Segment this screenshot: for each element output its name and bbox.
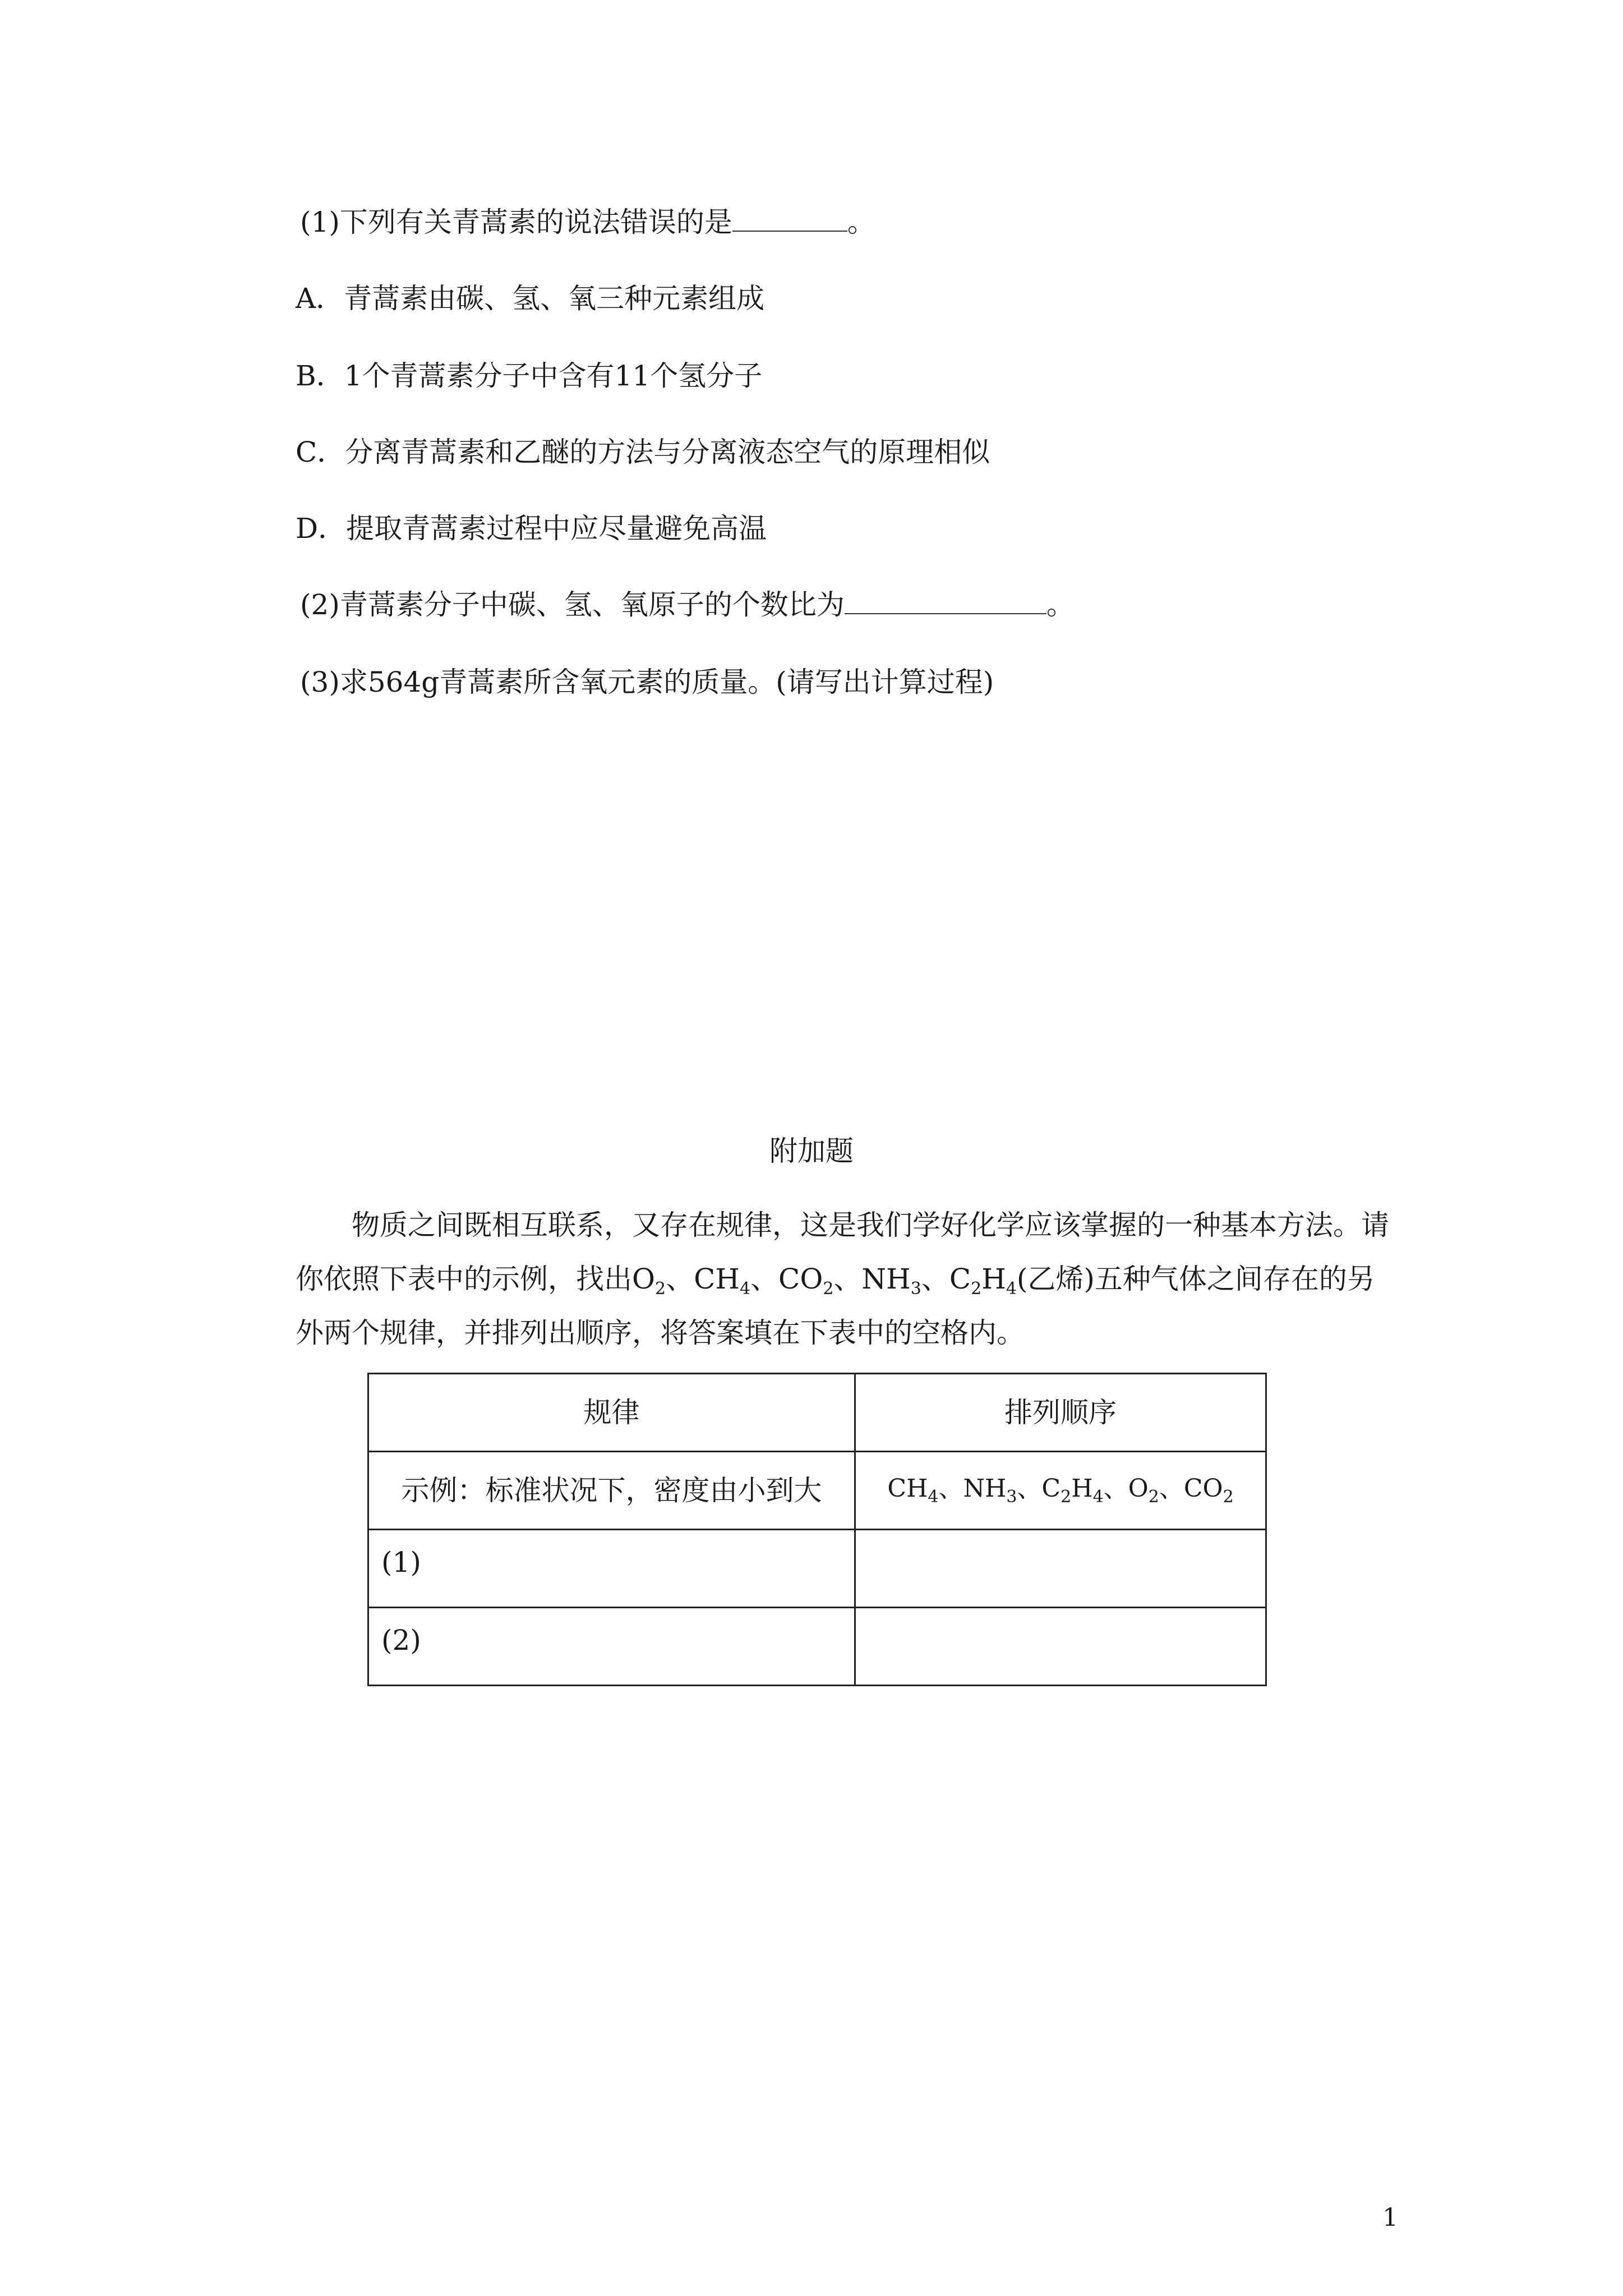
paragraph-text: (乙烯)五种气体之间存在的另外两个规律，并排列出顺序，将答案填在下表中的空格内。 xyxy=(296,1263,1375,1349)
table-row xyxy=(368,1608,1266,1686)
subscript: 3 xyxy=(1006,1487,1017,1507)
subscript: 2 xyxy=(971,1279,982,1299)
paragraph-text: H xyxy=(981,1263,1006,1295)
option-c: C．分离青蒿素和乙醚的方法与分离液态空气的原理相似 xyxy=(296,436,990,468)
question-1-stem xyxy=(300,205,875,239)
row-label-2: (2) xyxy=(381,1624,421,1657)
subscript: 4 xyxy=(1006,1279,1017,1299)
section-title: 附加题 xyxy=(769,1135,854,1167)
subscript: 2 xyxy=(1061,1487,1072,1507)
paragraph-text: 物质之间既相互联系，又存在规律，这是我们学好化学应该掌握的一种基本方法。请你依照下表中的示例，找出O xyxy=(296,1209,1389,1295)
subscript: 2 xyxy=(823,1279,834,1299)
order-part: 、NH xyxy=(938,1474,1007,1503)
subscript: 3 xyxy=(910,1279,921,1299)
option-a: A．青蒿素由碳、氢、氧三种元素组成 xyxy=(296,282,765,315)
paragraph-text: 、CO xyxy=(750,1263,823,1295)
question-2-text: (2)青蒿素分子中碳、氢、氧原子的个数比为 xyxy=(300,588,845,621)
table-row xyxy=(368,1530,1266,1608)
header-rule-text: 规律 xyxy=(583,1396,640,1429)
example-rule-cell xyxy=(368,1452,855,1530)
question-2-stem xyxy=(300,588,1075,622)
example-order-cell xyxy=(855,1452,1266,1530)
header-rule xyxy=(368,1374,855,1452)
order-part: 、C xyxy=(1017,1474,1061,1503)
question-1-text: (1)下列有关青蒿素的说法错误的是 xyxy=(300,206,732,238)
subscript: 4 xyxy=(1092,1487,1104,1507)
paragraph-text: 、NH xyxy=(833,1263,911,1295)
option-d: D．提取青蒿素过程中应尽量避免高温 xyxy=(296,512,767,545)
order-part: CH xyxy=(887,1474,928,1503)
example-order-text xyxy=(856,1452,1265,1507)
order-part: H xyxy=(1071,1474,1093,1503)
paragraph-text: 、CH xyxy=(666,1263,740,1295)
order-part: 、CO xyxy=(1159,1474,1223,1503)
page-number: 1 xyxy=(1382,2203,1398,2232)
order-part: 、O xyxy=(1103,1474,1149,1503)
header-order xyxy=(855,1374,1266,1452)
answer-blank-2[interactable] xyxy=(845,591,1046,614)
example-rule-text: 示例：标准状况下，密度由小到大 xyxy=(401,1474,822,1507)
option-b: B．1个青蒿素分子中含有11个氢分子 xyxy=(296,360,763,392)
answer-blank-1[interactable] xyxy=(732,208,847,232)
subscript: 2 xyxy=(1148,1487,1159,1507)
question-1-end: 。 xyxy=(847,206,875,238)
subscript: 4 xyxy=(739,1279,751,1299)
row-label-1: (1) xyxy=(381,1546,421,1579)
table-row xyxy=(368,1452,1266,1530)
question-2-end: 。 xyxy=(1046,588,1075,621)
section-paragraph xyxy=(296,1198,1395,1360)
header-order-text: 排列顺序 xyxy=(1004,1396,1117,1429)
subscript: 4 xyxy=(928,1487,939,1507)
answer-rule-cell-2[interactable] xyxy=(368,1608,855,1686)
paragraph-text: 、C xyxy=(921,1263,971,1295)
table-header-row xyxy=(368,1374,1266,1452)
rules-table xyxy=(367,1373,1267,1686)
subscript: 2 xyxy=(1223,1487,1234,1507)
answer-rule-cell-1[interactable] xyxy=(368,1530,855,1608)
subscript: 2 xyxy=(655,1279,666,1299)
answer-order-cell-1[interactable] xyxy=(855,1530,1266,1608)
question-3: (3)求564g青蒿素所含氧元素的质量。(请写出计算过程) xyxy=(300,666,994,698)
answer-order-cell-2[interactable] xyxy=(855,1608,1266,1686)
